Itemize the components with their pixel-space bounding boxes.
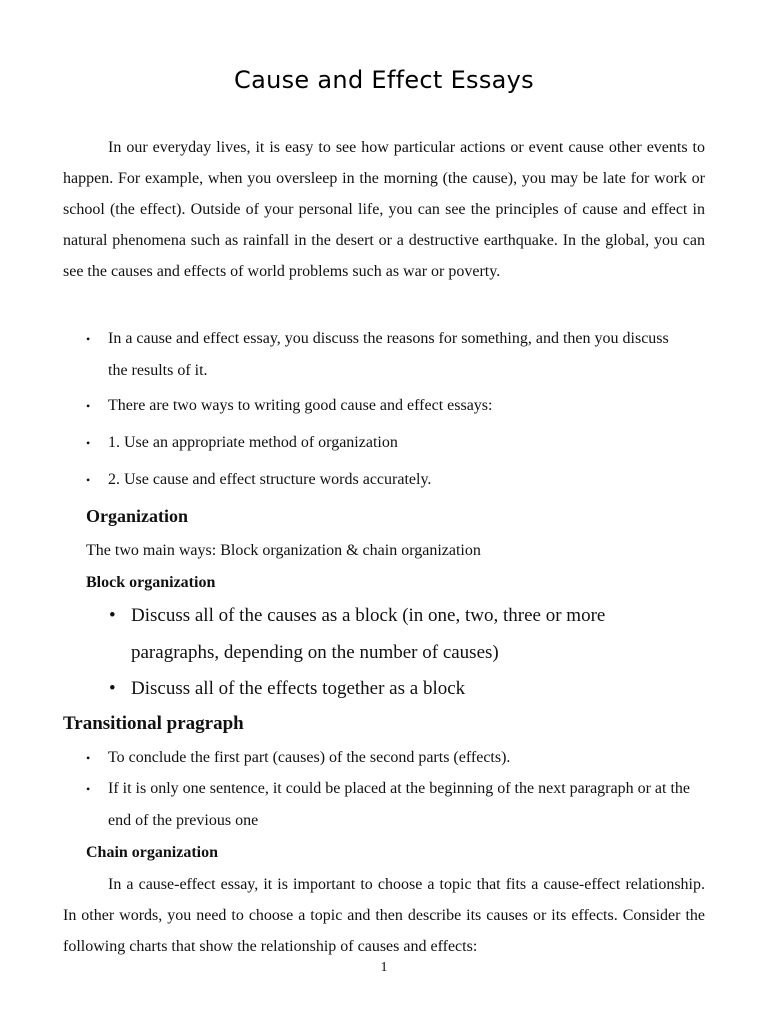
transitional-heading: Transitional pragraph	[63, 713, 244, 734]
block-organization-heading: Block organization	[86, 574, 216, 591]
list-item-text: If it is only one sentence, it could be placed at the beginning of the next paragraph or at the end of the previous one	[108, 780, 691, 829]
organization-text: The two main ways: Block organization & chain organization	[86, 542, 481, 559]
list-item-text: There are two ways to writing good cause and effect essays:	[108, 397, 493, 414]
bullet-icon: •	[86, 436, 91, 450]
list-item-text: 1. Use an appropriate method of organization	[108, 434, 398, 451]
list-item	[86, 464, 708, 496]
list-item-text: Discuss all of the effects together as a block	[131, 678, 466, 699]
bullet-icon: •	[86, 782, 91, 796]
chain-organization-text: In a cause-effect essay, it is important to choose a topic that fits a cause-effect relationship. In other words, you need to choose a topic and then describe its causes or its effects. Consider the following charts that show the relationship of causes and effects:	[63, 876, 705, 955]
list-item	[86, 742, 708, 774]
list-item	[86, 773, 708, 837]
list-item-text: In a cause and effect essay, you discuss the reasons for something, and then you discuss the results of it.	[108, 330, 669, 379]
list-item	[86, 323, 683, 387]
list-item-text: 2. Use cause and effect structure words accurately.	[108, 471, 432, 488]
bullet-icon: •	[109, 678, 116, 699]
list-item	[109, 597, 691, 671]
organization-heading: Organization	[86, 506, 188, 526]
bullet-icon: •	[109, 605, 116, 626]
list-item	[109, 670, 691, 707]
page-title: Cause and Effect Essays	[234, 66, 534, 94]
list-item	[86, 390, 708, 422]
list-item-text: To conclude the first part (causes) of the second parts (effects).	[108, 749, 511, 766]
intro-text: In our everyday lives, it is easy to see how particular actions or event cause other events to happen. For example, when you oversleep in the morning (the cause), you may be late for work or school (the effect). Outside of your personal life, you can see the principles of cause and effect in natural phenomena such as rainfall in the desert or a destructive earthquake. In the global, you can see the causes and effects of world problems such as war or poverty.	[63, 139, 705, 280]
list-item	[86, 427, 708, 459]
bullet-icon: •	[86, 751, 91, 765]
list-item-text: Discuss all of the causes as a block (in one, two, three or more paragraphs, depending on the number of causes)	[131, 605, 606, 663]
bullet-icon: •	[86, 332, 91, 346]
chain-organization-paragraph	[63, 869, 705, 962]
intro-paragraph	[63, 132, 705, 287]
bullet-icon: •	[86, 399, 91, 413]
bullet-icon: •	[86, 473, 91, 487]
chain-organization-heading: Chain organization	[86, 844, 219, 861]
page-number: 1	[380, 960, 388, 975]
